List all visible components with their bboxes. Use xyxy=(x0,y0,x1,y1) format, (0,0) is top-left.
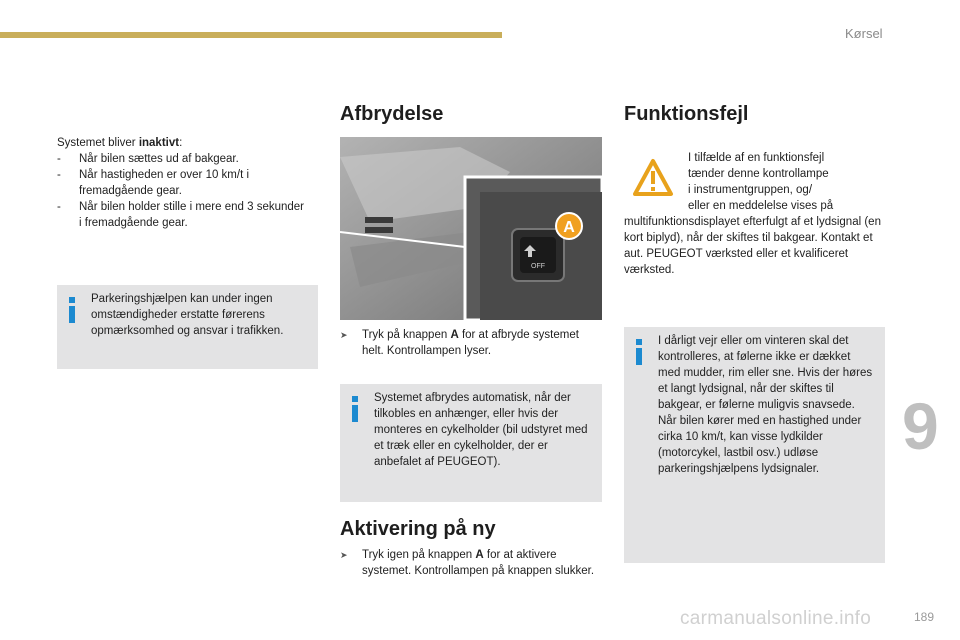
warning-triangle-icon xyxy=(632,158,674,203)
inactive-intro: Systemet bliver inaktivt: xyxy=(57,137,183,149)
section-heading-afbrydelse: Afbrydelse xyxy=(340,103,444,125)
button-photo xyxy=(340,137,602,320)
list-item: - Når bilen holder stille i mere end 3 sekunder i fremadgående gear. xyxy=(57,201,305,229)
info-box-right xyxy=(624,327,885,563)
fault-text-indented: I tilfælde af en funktionsfejl tænder denne kontrollampe i instrumentgruppen, og/ eller en meddelelse vises på xyxy=(688,152,834,212)
section-title: Kørsel xyxy=(845,26,883,41)
chapter-number: 9 xyxy=(902,389,939,463)
section-heading-funktionsfejl: Funktionsfejl xyxy=(624,103,749,125)
arrow-bullet-icon: ➤ xyxy=(340,330,348,340)
list-item: ➤ Tryk på knappen A for at afbryde systemet helt. Kontrollampen lyser. xyxy=(340,329,579,357)
button-off-label: OFF xyxy=(531,263,545,270)
section-heading-aktivering: Aktivering på ny xyxy=(340,518,496,540)
button-callout-label: A xyxy=(563,219,575,236)
header-accent-bar xyxy=(0,32,502,38)
info-icon xyxy=(636,339,642,365)
info-text: I dårligt vejr eller om vinteren skal det kontrolleres, at følerne ikke er dækket med mudder, rim eller sne. Hvis der høres et langt lydsignal, når der skiftes til bakgear, er følerne muligvis snavsede. Når bilen kører med en hastighed under cirka 10 km/t, kan visse lydkilder (motorcykel, lastbil osv.) udløse parkeringshjælpens lydsignaler. xyxy=(658,335,873,475)
arrow-bullet-icon: ➤ xyxy=(340,550,348,560)
inactive-word: inaktivt xyxy=(138,137,180,149)
info-box-middle xyxy=(340,384,602,502)
deactivate-instruction xyxy=(340,327,602,359)
info-box-left xyxy=(57,285,318,369)
fault-text: multifunktionsdisplayet efterfulgt af et lydsignal (en kort biplyd), når der skiftes til bakgear. Kontakt et aut. PEUGEOT værksted eller et kvalificeret værksted. xyxy=(624,216,881,276)
dashboard-illustration xyxy=(340,137,602,320)
info-icon xyxy=(69,297,75,323)
watermark: carmanualsonline.info xyxy=(680,608,872,629)
info-text: Parkeringshjælpen kan under ingen omstændigheder erstatte førerens opmærksomhed og ansvar i trafikken. xyxy=(91,293,284,337)
list-item: - Når bilen sættes ud af bakgear. xyxy=(57,153,239,165)
info-text: Systemet afbrydes automatisk, når der tilkobles en anhænger, eller hvis der monteres en cykelholder (bil udstyret med et træk eller en cykelholder, der er anbefalet af PEUGEOT). xyxy=(374,392,588,468)
info-icon xyxy=(352,396,358,422)
page-number: 189 xyxy=(914,610,935,624)
list-item: - Når hastigheden er over 10 km/t i fremadgående gear. xyxy=(57,169,250,197)
list-item: ➤ Tryk igen på knappen A for at aktivere systemet. Kontrollampen på knappen slukker. xyxy=(340,549,595,577)
reactivate-instruction xyxy=(340,547,602,579)
inactive-conditions xyxy=(57,135,307,231)
